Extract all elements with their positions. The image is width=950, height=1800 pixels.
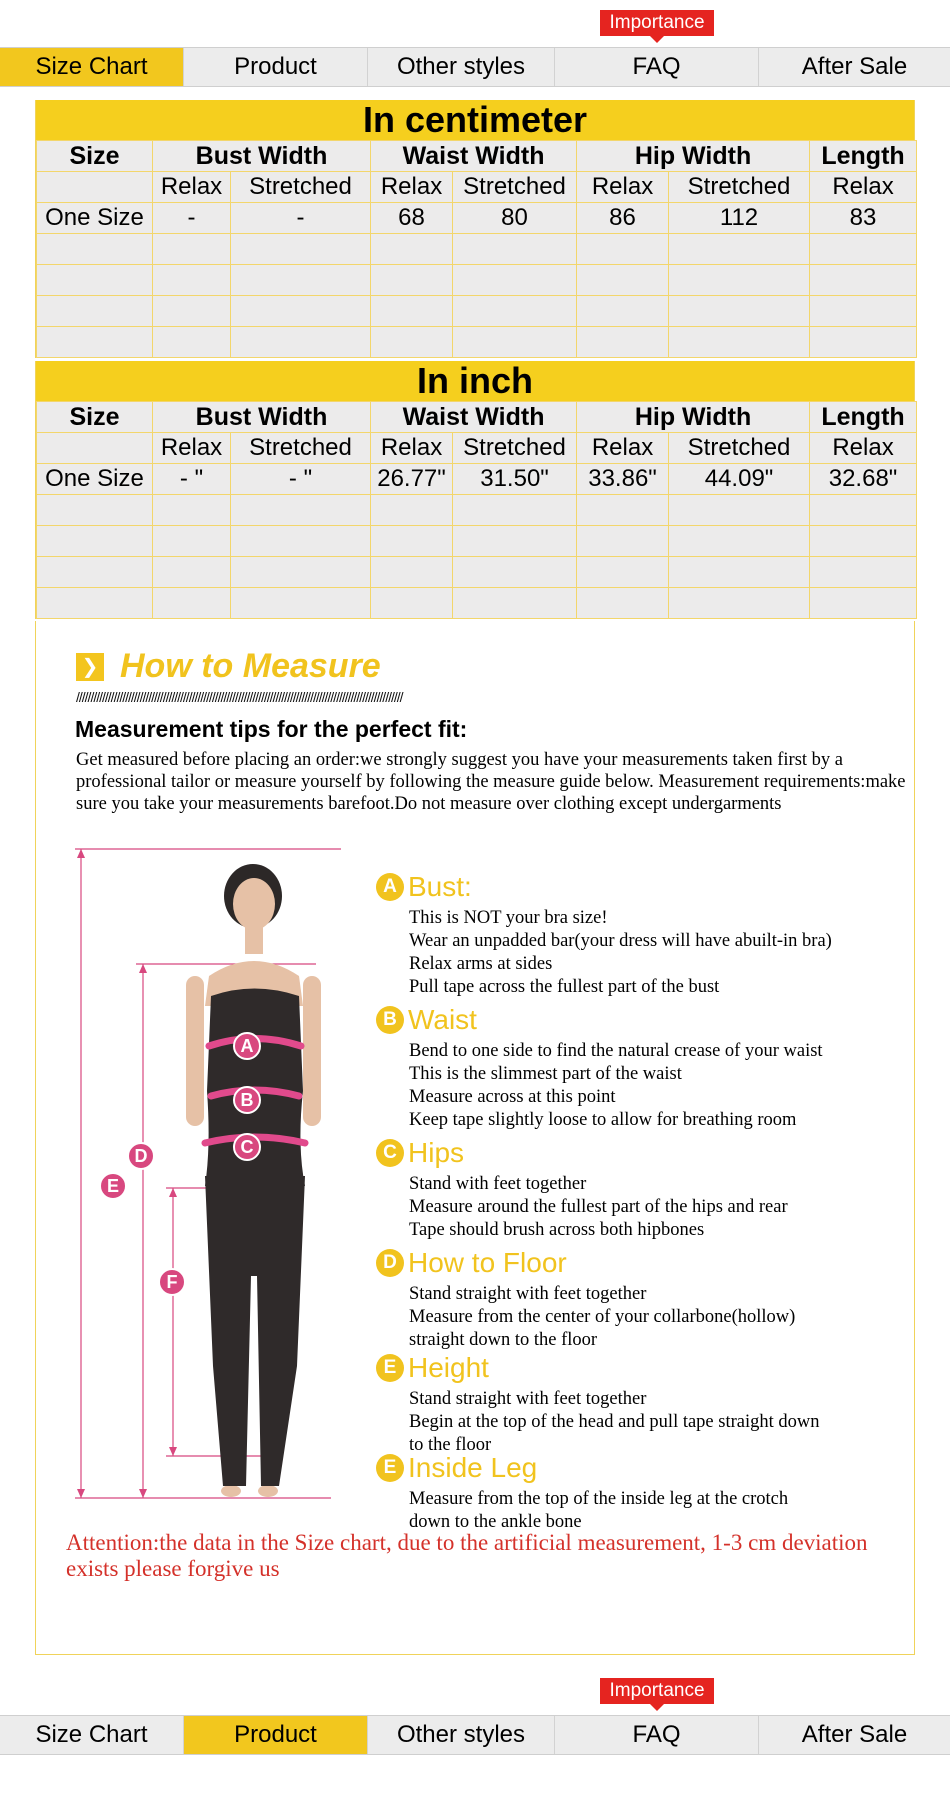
measurement-figure [71, 846, 371, 1506]
section-line: Keep tape slightly loose to allow for breathing room [409, 1110, 797, 1130]
table-row [37, 203, 917, 234]
section-line: This is NOT your bra size! [409, 908, 608, 928]
empty-row [37, 557, 917, 588]
tab-faq[interactable]: FAQ [555, 1716, 759, 1754]
tab-product[interactable]: Product [184, 1716, 368, 1754]
empty-row [37, 526, 917, 557]
section-title: Hips [408, 1137, 465, 1168]
section-line: Pull tape across the fullest part of the bust [409, 977, 720, 997]
table-cell: 83 [810, 203, 917, 234]
subheader-cell: Stretched [453, 433, 577, 464]
how-to-measure-title: How to Measure [120, 647, 381, 685]
tab-after-sale[interactable]: After Sale [801, 53, 908, 80]
header-hip-width: Hip Width [577, 402, 810, 433]
table-cell: 86 [577, 203, 669, 234]
section-title: Inside Leg [408, 1452, 538, 1483]
section-line: Stand with feet together [409, 1174, 587, 1194]
subheader-cell: Stretched [231, 433, 371, 464]
empty-row [37, 265, 917, 296]
section-title: Bust: [408, 871, 472, 902]
section-line: Begin at the top of the head and pull tape straight down [409, 1412, 820, 1432]
section-line: Measure from the center of your collarbone(hollow) [409, 1307, 796, 1327]
section-bust [376, 871, 832, 999]
header-bust-width: Bust Width [153, 402, 371, 433]
header-size: Size [37, 141, 153, 172]
tips-body: Get measured before placing an order:we strongly suggest you have your measurements taken first by a professional tailor or measure yourself by following the measure guide below. Measurement requirements:make sure you take your measurements barefoot.Do not measure over clothing except undergarments [76, 750, 906, 814]
header-bust-width: Bust Width [153, 141, 371, 172]
section-how-to-floor [376, 1247, 795, 1352]
tips-title: Measurement tips for the perfect fit: [75, 716, 468, 742]
subheader-cell [37, 433, 153, 464]
section-line: to the floor [409, 1435, 492, 1455]
header-size: Size [37, 402, 153, 433]
marker-e: E [106, 1176, 120, 1196]
section-hips [376, 1137, 788, 1242]
subheader-cell: Stretched [669, 172, 810, 203]
table-cell: 80 [453, 203, 577, 234]
empty-row [37, 327, 917, 358]
cm-size-table [35, 100, 915, 358]
tab-size-chart[interactable]: Size Chart [0, 1716, 184, 1754]
inch-table [36, 401, 917, 619]
tab-product[interactable]: Product [184, 48, 368, 86]
table-row [37, 464, 917, 495]
table-cell: 44.09" [669, 464, 810, 495]
table-cell: - [231, 203, 371, 234]
section-title: Height [408, 1352, 489, 1383]
subheader-cell: Relax [371, 172, 453, 203]
section-waist [376, 1004, 823, 1132]
section-line: Measure across at this point [409, 1087, 616, 1107]
letter-c-icon: C [376, 1139, 404, 1167]
letter-b-icon: B [376, 1006, 404, 1034]
subheader-cell: Relax [153, 433, 231, 464]
table-cell: - " [153, 464, 231, 495]
empty-row [37, 588, 917, 619]
how-to-measure-heading [76, 647, 381, 686]
marker-f: F [166, 1272, 178, 1292]
subheader-cell: Relax [153, 172, 231, 203]
section-line: Bend to one side to find the natural crease of your waist [409, 1041, 823, 1061]
section-line: straight down to the floor [409, 1330, 598, 1350]
section-line: Relax arms at sides [409, 954, 553, 974]
importance-badge: Importance [600, 1678, 714, 1704]
subheader-cell [37, 172, 153, 203]
table-cell: 32.68" [810, 464, 917, 495]
marker-c: C [240, 1137, 254, 1157]
inch-table-title: In inch [36, 361, 914, 401]
header-length: Length [810, 141, 917, 172]
marker-d: D [134, 1146, 148, 1166]
empty-row [37, 234, 917, 265]
letter-d-icon: D [376, 1249, 404, 1277]
section-line: Tape should brush across both hipbones [409, 1220, 705, 1240]
tab-other-styles[interactable]: Other styles [368, 48, 555, 86]
section-height [376, 1352, 820, 1457]
attention-note: Attention:the data in the Size chart, due to the artificial measurement, 1-3 cm deviation exists please forgive us [66, 1530, 868, 1581]
how-to-measure-panel [35, 621, 915, 1655]
table-header-row [37, 402, 917, 433]
marker-b: B [240, 1090, 254, 1110]
table-header-row [37, 141, 917, 172]
section-title: Waist [408, 1004, 477, 1035]
header-waist-width: Waist Width [371, 141, 577, 172]
letter-a-icon: A [376, 873, 404, 901]
table-cell: 33.86" [577, 464, 669, 495]
table-cell: One Size [37, 464, 153, 495]
subheader-cell: Relax [577, 172, 669, 203]
table-cell: 26.77" [371, 464, 453, 495]
section-line: down to the ankle bone [409, 1512, 582, 1532]
cm-table-title: In centimeter [36, 100, 914, 140]
table-subheader-row [37, 433, 917, 464]
empty-row [37, 495, 917, 526]
tab-faq[interactable]: FAQ [555, 48, 759, 86]
table-cell: - [153, 203, 231, 234]
slash-divider: ///////////////////////////////////////////////////////////////////////////////////////////////////////////////// [76, 689, 403, 705]
table-cell: - " [231, 464, 371, 495]
section-inside-leg [376, 1452, 788, 1534]
subheader-cell: Stretched [453, 172, 577, 203]
subheader-cell: Stretched [231, 172, 371, 203]
header-length: Length [810, 402, 917, 433]
subheader-cell: Relax [810, 433, 917, 464]
subheader-cell: Stretched [669, 433, 810, 464]
section-line: Wear an unpadded bar(your dress will have abuilt-in bra) [409, 931, 832, 951]
table-cell: One Size [37, 203, 153, 234]
table-cell: 68 [371, 203, 453, 234]
section-line: Measure from the top of the inside leg at the crotch [409, 1489, 789, 1509]
tab-after-sale[interactable]: After Sale [801, 1721, 908, 1748]
header-hip-width: Hip Width [577, 141, 810, 172]
letter-e-icon: E [376, 1454, 404, 1482]
subheader-cell: Relax [810, 172, 917, 203]
section-line: Stand straight with feet together [409, 1389, 647, 1409]
table-subheader-row [37, 172, 917, 203]
inch-size-table [35, 361, 915, 619]
cm-table [36, 140, 917, 358]
body-silhouette-illustration [71, 846, 371, 1506]
top-tab-bar [0, 47, 950, 87]
bottom-tab-bar [0, 1715, 950, 1755]
section-title: How to Floor [408, 1247, 567, 1278]
tab-size-chart[interactable]: Size Chart [0, 48, 184, 86]
subheader-cell: Relax [371, 433, 453, 464]
tab-other-styles[interactable]: Other styles [368, 1716, 555, 1754]
marker-a: A [240, 1036, 254, 1056]
empty-row [37, 296, 917, 327]
importance-badge: Importance [600, 10, 714, 36]
table-cell: 31.50" [453, 464, 577, 495]
table-cell: 112 [669, 203, 810, 234]
section-line: Stand straight with feet together [409, 1284, 647, 1304]
section-line: Measure around the fullest part of the hips and rear [409, 1197, 788, 1217]
arrow-right-icon: ❯ [76, 653, 104, 681]
section-line: This is the slimmest part of the waist [409, 1064, 682, 1084]
subheader-cell: Relax [577, 433, 669, 464]
letter-e-icon: E [376, 1354, 404, 1382]
header-waist-width: Waist Width [371, 402, 577, 433]
